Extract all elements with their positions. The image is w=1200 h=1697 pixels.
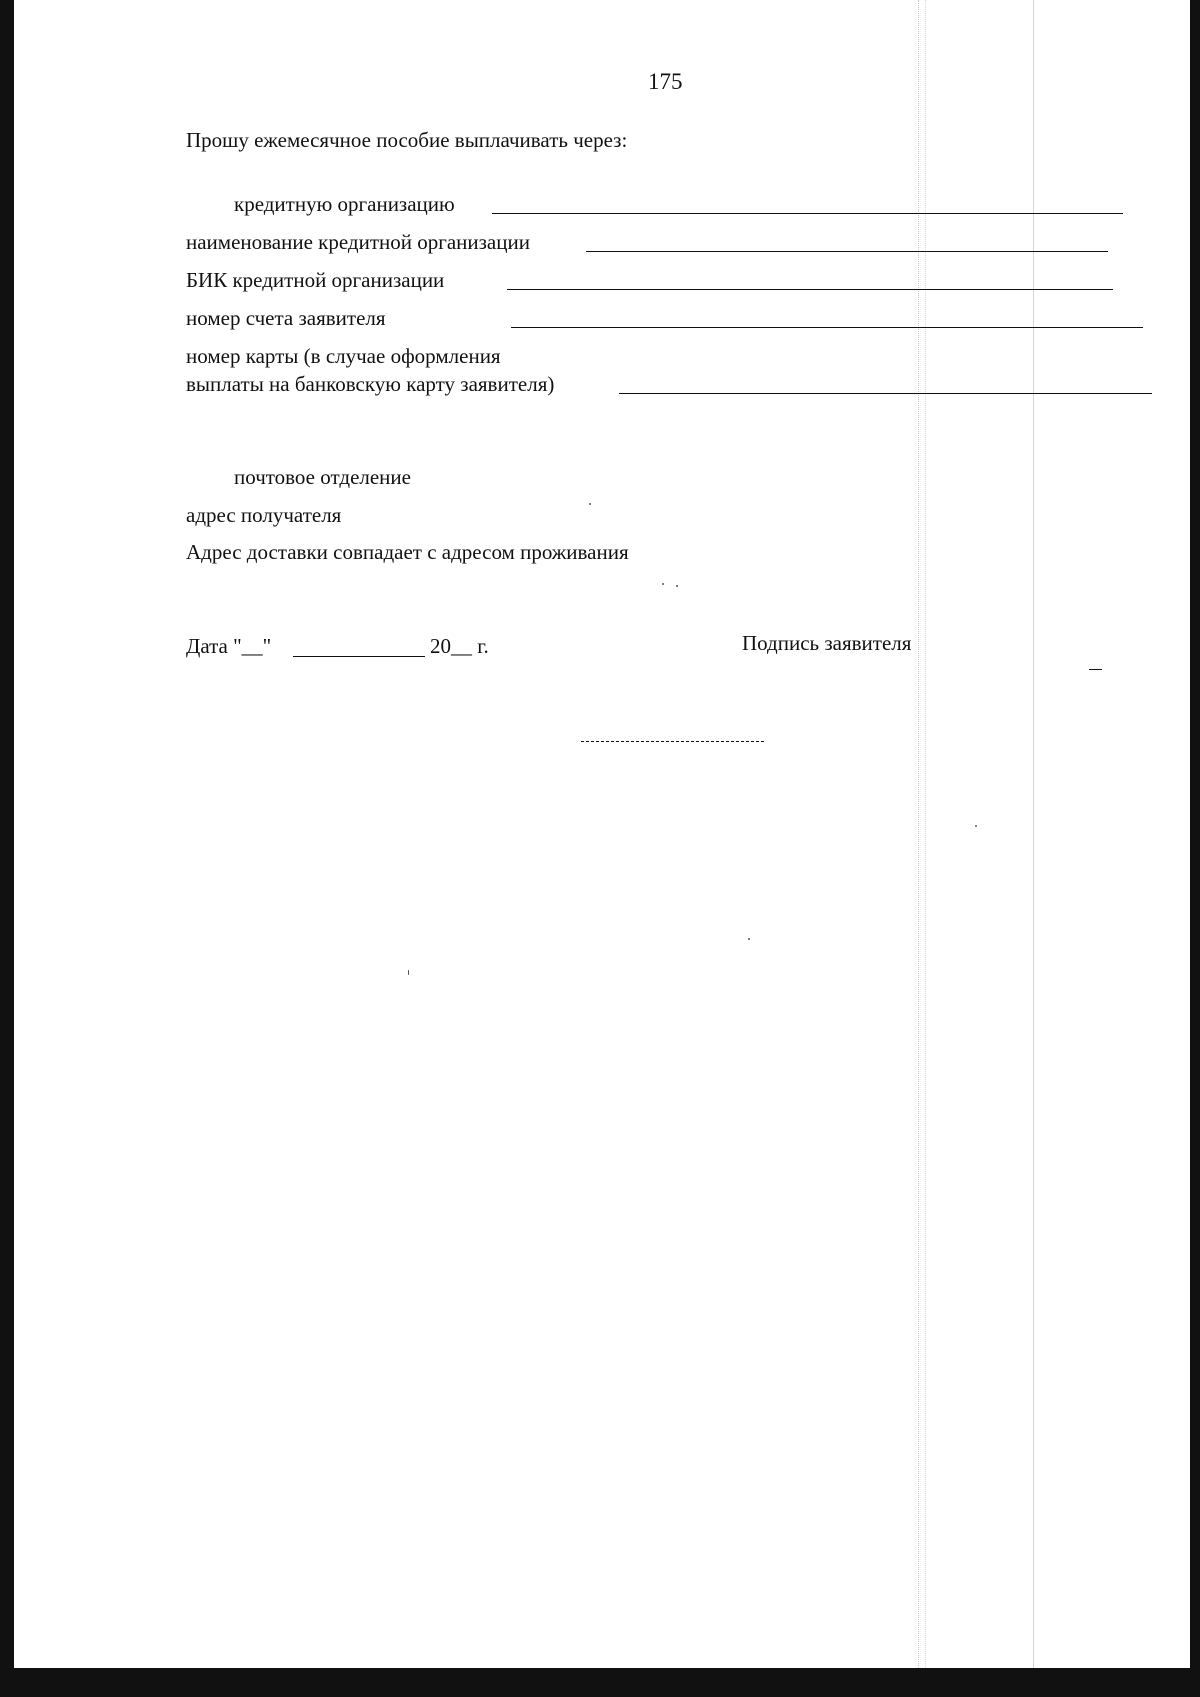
year-label: 20__ г. [430,634,489,658]
bik-field[interactable] [507,289,1113,290]
card-field[interactable] [619,393,1152,394]
scan-speck [748,938,750,940]
account-label: номер счета заявителя [186,306,386,330]
scan-speck [975,825,977,827]
card-label-line1: номер карты (в случае оформления [186,344,501,368]
scan-border-right [1190,0,1200,1697]
scan-speck [408,970,409,975]
page-number: 175 [648,69,683,94]
post-office-label: почтовое отделение [234,465,411,489]
scan-speck [589,503,591,505]
date-month-field[interactable] [293,656,425,657]
credit-org-name-label: наименование кредитной организации [186,230,530,254]
credit-org-field[interactable] [492,213,1123,214]
date-label: Дата "__" [186,634,272,658]
separator-line [581,741,764,742]
recipient-address-label: адрес получателя [186,503,342,527]
signature-mark [1089,669,1102,670]
bik-label: БИК кредитной организации [186,268,445,292]
scan-border-left [0,0,14,1697]
signature-label: Подпись заявителя [742,631,912,655]
credit-org-label: кредитную организацию [234,192,455,216]
scan-speck [676,585,678,587]
scan-speck [662,583,664,585]
account-field[interactable] [511,327,1143,328]
same-address-label: Адрес доставки совпадает с адресом проживания [186,540,629,564]
credit-org-name-field[interactable] [586,251,1108,252]
intro-text: Прошу ежемесячное пособие выплачивать через: [186,128,628,152]
card-label-line2: выплаты на банковскую карту заявителя) [186,372,555,396]
scan-border-bottom [0,1668,1200,1697]
